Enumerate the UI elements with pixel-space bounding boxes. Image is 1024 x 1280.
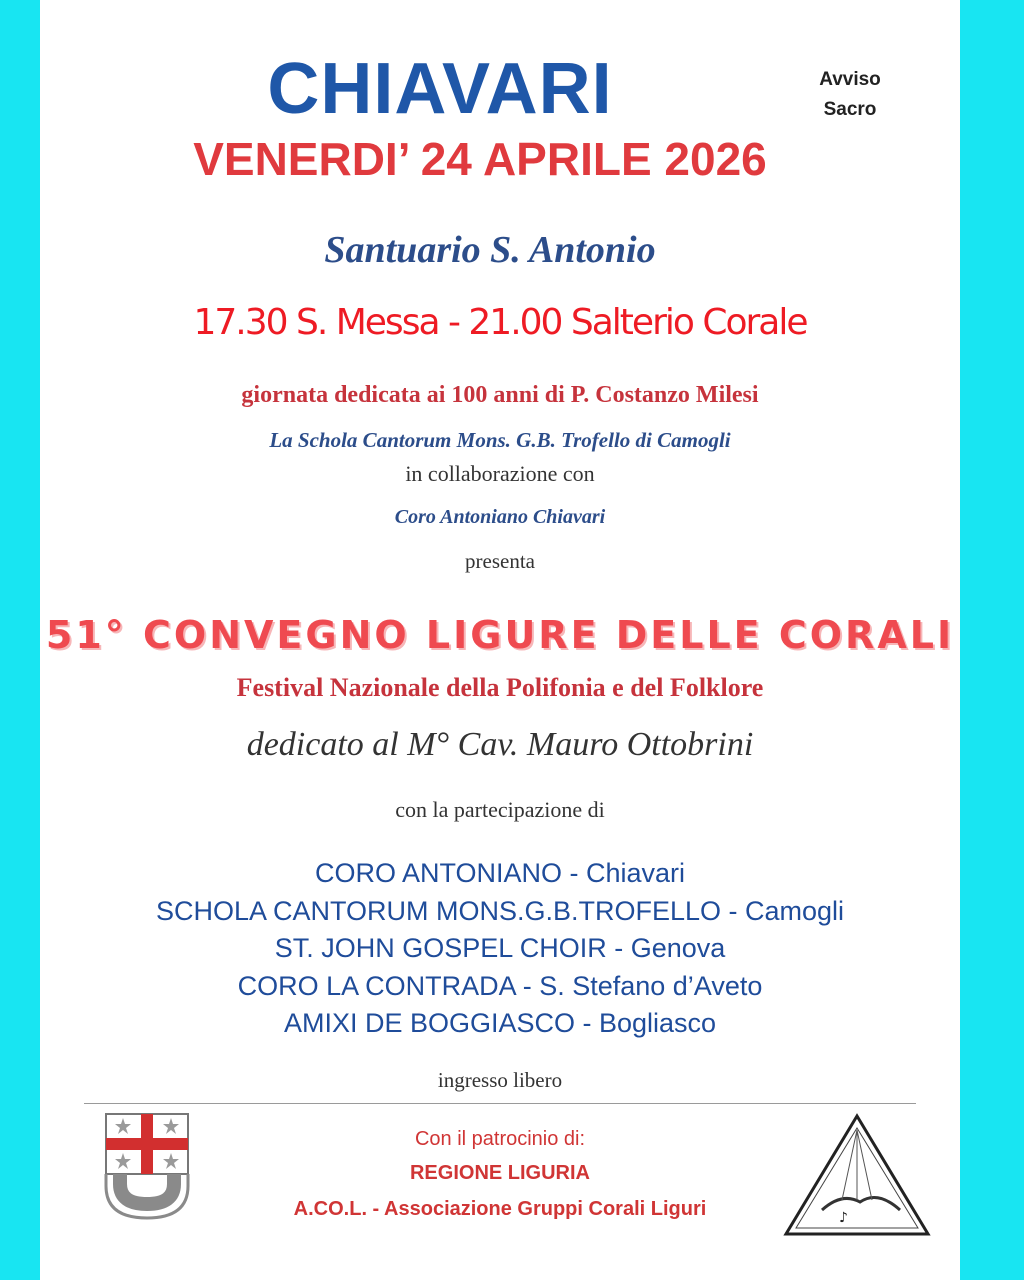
participation-intro: con la partecipazione di	[395, 797, 605, 822]
poster	[40, 0, 960, 1280]
svg-text:♪: ♪	[839, 1210, 848, 1226]
patron-association: A.CO.L. - Associazione Gruppi Corali Liguri	[293, 1198, 707, 1220]
event-date: VENERDI’ 24 APRILE 2026	[193, 133, 767, 185]
event-title: 51° CONVEGNO LIGURE DELLE CORALI	[45, 613, 955, 657]
entry-note: ingresso libero	[437, 1068, 563, 1092]
choir-item: CORO LA CONTRADA - S. Stefano d’Aveto	[237, 970, 763, 1001]
partner-name: Coro Antoniano Chiavari	[394, 506, 606, 528]
choir-item: CORO ANTONIANO - Chiavari	[314, 858, 686, 888]
venue-name: Santuario S. Antonio	[324, 229, 656, 271]
choir-item: ST. JOHN GOSPEL CHOIR - Genova	[274, 933, 726, 963]
choir-item: AMIXI DE BOGGIASCO - Bogliasco	[283, 1008, 717, 1038]
dedication-day: giornata dedicata ai 100 anni di P. Costanzo Milesi	[241, 382, 759, 408]
choir-item: SCHOLA CANTORUM MONS.G.B.TROFELLO - Camogli	[155, 895, 845, 926]
presents-text: presenta	[465, 549, 535, 573]
footer-divider	[84, 1103, 916, 1104]
collaboration-text: in collaborazione con	[405, 461, 595, 486]
patron-region: REGIONE LIGURIA	[409, 1162, 590, 1184]
patronage-label: Con il patrocinio di:	[414, 1128, 586, 1150]
event-dedication: dedicato al M° Cav. Mauro Ottobrini	[246, 726, 754, 763]
city-title: CHIAVARI	[267, 49, 613, 129]
notice-label	[800, 65, 900, 125]
choir-list	[40, 855, 960, 1043]
notice-line-2: Sacro	[823, 99, 877, 120]
event-times: 17.30 S. Messa - 21.00 Salterio Corale	[193, 302, 807, 343]
event-subtitle: Festival Nazionale della Polifonia e del Folklore	[236, 673, 764, 702]
acol-triangle-logo-icon	[782, 1110, 932, 1240]
notice-line-1: Avviso	[819, 69, 881, 90]
organizer: La Schola Cantorum Mons. G.B. Trofello di Camogli	[269, 428, 731, 452]
